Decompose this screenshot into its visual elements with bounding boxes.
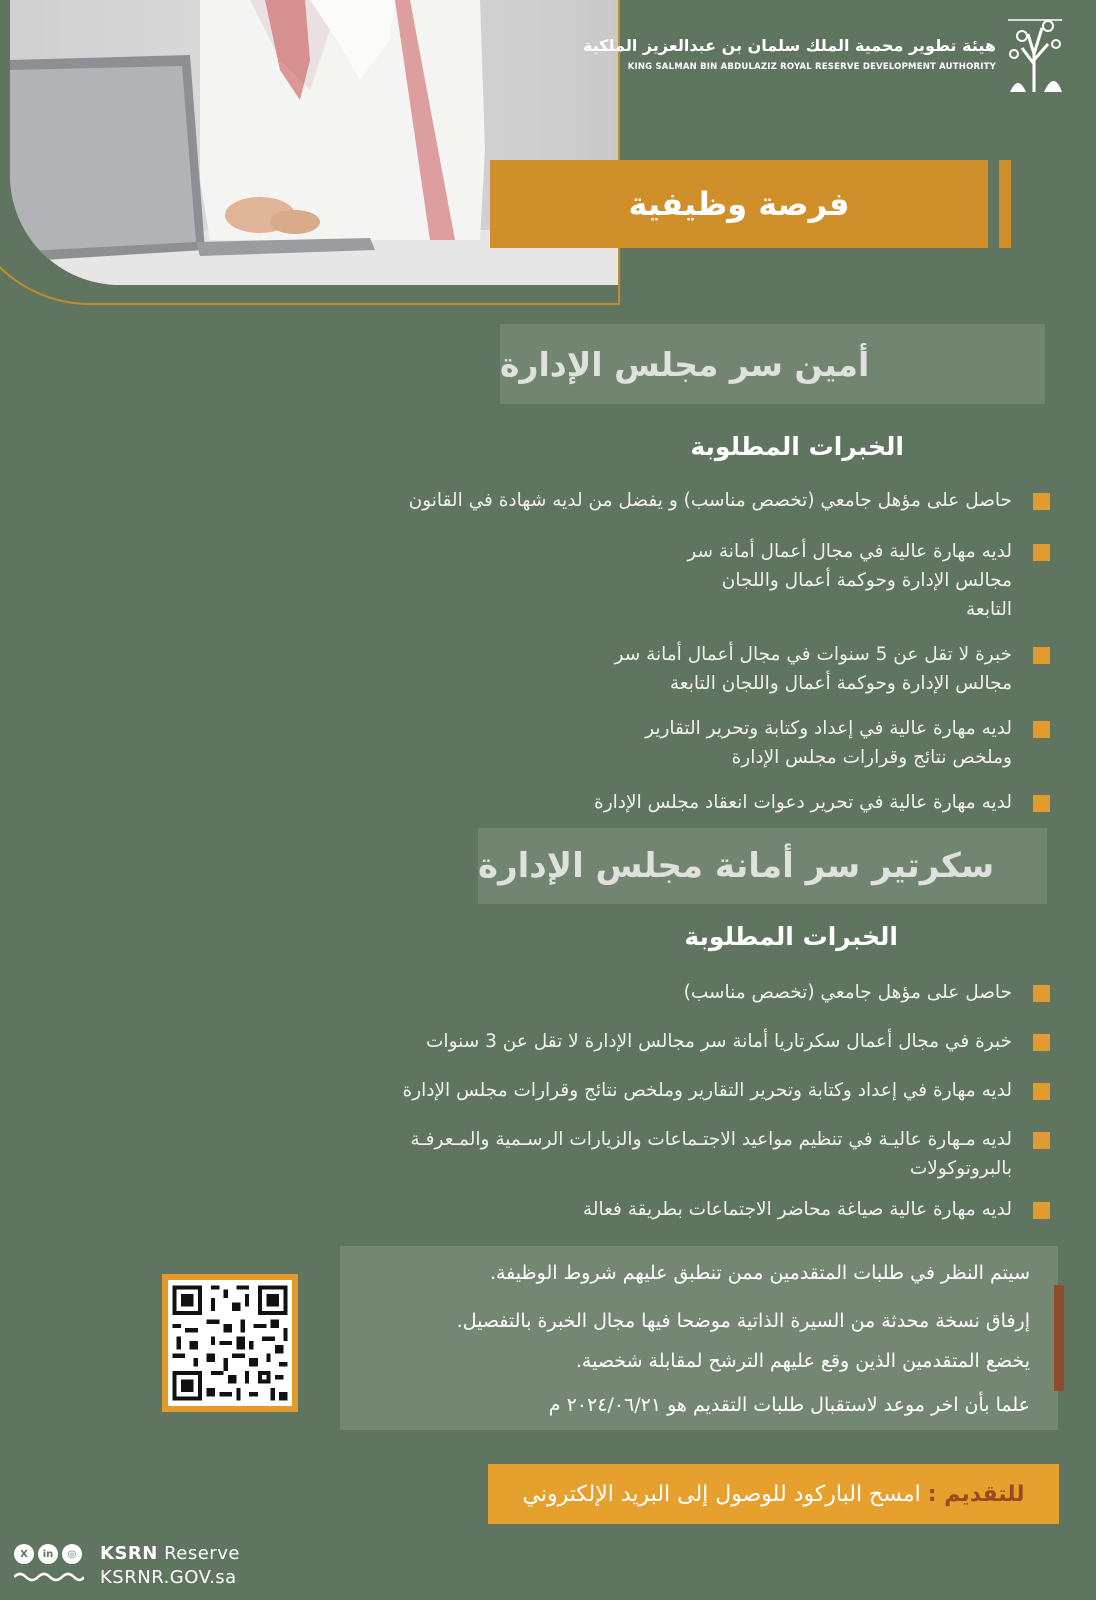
position-2-requirements [310, 978, 1050, 1244]
job-opportunity-banner [490, 160, 988, 248]
apply-label: للتقديم : [927, 1481, 1025, 1507]
banner-title: فرصة وظيفية [628, 185, 850, 223]
website-link[interactable]: KSRNR.GOV.sa [100, 1567, 237, 1588]
bullet-square-icon [1033, 795, 1050, 812]
wave-icon [14, 1570, 84, 1584]
position-1-section-heading: الخبرات المطلوبة [690, 432, 904, 461]
bullet-square-icon [1033, 1202, 1050, 1219]
bullet-square-icon [1033, 721, 1050, 738]
tree-emblem-icon [1004, 14, 1066, 94]
list-item: خبرة في مجال أعمال سكرتاريا أمانة سر مجالس الإدارة لا تقل عن 3 سنوات [310, 1027, 1050, 1056]
banner-accent-bar [999, 160, 1011, 248]
footer-brand [100, 1542, 240, 1590]
position-2-section-heading: الخبرات المطلوبة [684, 922, 898, 951]
list-item: حاصل على مؤهل جامعي (تخصص مناسب) و يفضل من لديه شهادة في القانون [310, 486, 1050, 515]
brand-name: KSRN [100, 1543, 158, 1564]
list-item: لديه مـهارة عاليـة في تنظيم مواعيد الاجتـماعات والزيارات الرسـمية والمـعرفـة بالبروتوكولات [310, 1125, 1050, 1183]
list-item: لديه مهارة عالية في إعداد وكتابة وتحرير التقارير وملخص نتائج وقرارات مجلس الإدارة [310, 714, 1050, 772]
bullet-square-icon [1033, 647, 1050, 664]
note-review: سيتم النظر في طلبات المتقدمين ممن تنطبق عليهم شروط الوظيفة. [489, 1262, 1030, 1284]
list-item: لديه مهارة عالية في تحرير دعوات انعقاد مجلس الإدارة [310, 788, 1050, 817]
linkedin-icon[interactable]: in [38, 1544, 58, 1564]
qr-code[interactable] [162, 1274, 298, 1412]
note-cv: إرفاق نسخة محدثة من السيرة الذاتية موضحا فيها مجال الخبرة بالتفصيل. [456, 1310, 1030, 1332]
qr-code-icon [168, 1280, 292, 1406]
brand-suffix: Reserve [157, 1543, 240, 1564]
position-1-requirements [310, 486, 1050, 833]
position-1-title: أمين سر مجلس الإدارة [500, 324, 1045, 404]
apply-text: امسح الباركود للوصول إلى البريد الإلكتروني [522, 1481, 921, 1507]
list-item: لديه مهارة عالية صياغة محاضر الاجتماعات بطريقة فعالة [310, 1195, 1050, 1224]
list-item: حاصل على مؤهل جامعي (تخصص مناسب) [310, 978, 1050, 1007]
instagram-icon[interactable]: ◎ [62, 1544, 82, 1564]
note-interview: يخضع المتقدمين الذين وقع عليهم الترشح لمقابلة شخصية. [575, 1350, 1030, 1372]
notes-accent-bar [1054, 1285, 1064, 1391]
application-notes [340, 1246, 1058, 1430]
bullet-square-icon [1033, 544, 1050, 561]
list-item: لديه مهارة في إعداد وكتابة وتحرير التقارير وملخص نتائج وقرارات مجلس الإدارة [310, 1076, 1050, 1105]
apply-instructions [488, 1464, 1059, 1524]
position-2-title: سكرتير سر أمانة مجلس الإدارة [478, 828, 1047, 904]
list-item: لديه مهارة عالية في مجال أعمال أمانة سر مجالس الإدارة وحوكمة أعمال واللجان التابعة [310, 537, 1050, 624]
bullet-square-icon [1033, 1034, 1050, 1051]
social-icons [14, 1544, 82, 1564]
bullet-square-icon [1033, 1132, 1050, 1149]
org-logo [583, 14, 1066, 94]
org-name-english: KING SALMAN BIN ABDULAZIZ ROYAL RESERVE DEVELOPMENT AUTHORITY [627, 62, 996, 72]
list-item: خبرة لا تقل عن 5 سنوات في مجال أعمال أمانة سر مجالس الإدارة وحوكمة أعمال واللجان التابعة [310, 640, 1050, 698]
x-icon[interactable]: X [14, 1544, 34, 1564]
bullet-square-icon [1033, 985, 1050, 1002]
org-name-arabic: هيئة تطوير محمية الملك سلمان بن عبدالعزيز الملكية [583, 36, 996, 55]
note-deadline: علما بأن اخر موعد لاستقبال طلبات التقديم هو ٢٠٢٤/٠٦/٢١ م [548, 1394, 1030, 1416]
bullet-square-icon [1033, 1083, 1050, 1100]
bullet-square-icon [1033, 493, 1050, 510]
